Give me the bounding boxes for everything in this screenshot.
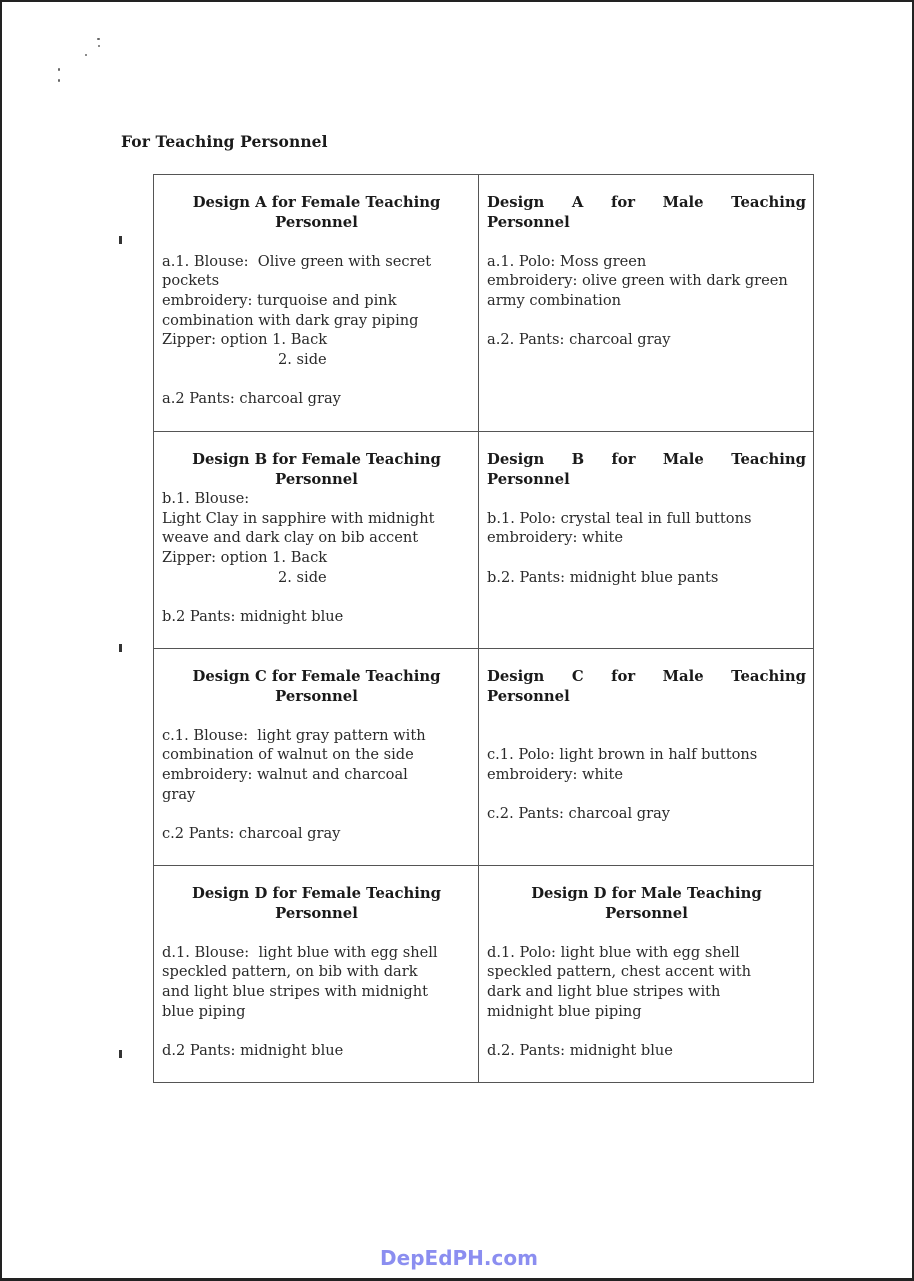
title-line: Personnel [275, 213, 358, 231]
title-word: Design [487, 194, 545, 211]
design-a-female-title [162, 193, 471, 232]
design-d-female-cell [154, 866, 479, 1083]
spec-line: embroidery: olive green with dark green [487, 272, 788, 290]
spec-line: Zipper: option 1. Back [162, 331, 328, 349]
spec-line: dark and light blue stripes with [487, 982, 721, 1000]
design-d-female-title [162, 884, 471, 923]
title-line: Personnel [487, 687, 570, 705]
spec-line: army combination [487, 291, 622, 309]
spec-line: a.1. Polo: Moss green [487, 252, 647, 270]
spec-line: c.1. Blouse: light gray pattern with [162, 726, 426, 744]
section-title: For Teaching Personnel [121, 132, 328, 151]
design-c-female-title [162, 667, 471, 706]
design-b-female-cell [154, 432, 479, 649]
spec-line: and light blue stripes with midnight [162, 982, 429, 1000]
spec-line: b.2. Pants: midnight blue pants [487, 568, 719, 586]
title-word: Teaching [731, 668, 806, 685]
title-word: for [611, 451, 636, 468]
spec-line: speckled pattern, on bib with dark [162, 963, 418, 981]
title-word: C [571, 668, 584, 685]
margin-mark [119, 644, 122, 652]
spec-line: embroidery: white [487, 765, 624, 783]
design-d-male-cell [479, 866, 814, 1083]
title-line: Personnel [487, 470, 570, 488]
spec-line: d.1. Polo: light blue with egg shell [487, 943, 740, 961]
title-line: Personnel [275, 470, 358, 488]
spec-line: a.1. Blouse: Olive green with secret [162, 252, 432, 270]
spec-line: Light Clay in sapphire with midnight [162, 509, 435, 527]
design-c-male-cell [479, 649, 814, 866]
design-a-male-title [487, 193, 806, 232]
design-a-male-cell [479, 175, 814, 432]
table-row-design-a [154, 175, 814, 432]
spec-line: c.2. Pants: charcoal gray [487, 805, 671, 823]
title-word: Teaching [731, 451, 806, 468]
spec-line: embroidery: white [487, 529, 624, 547]
scan-speck [58, 79, 60, 82]
title-line: Design D for Male Teaching [531, 885, 762, 902]
design-a-female-cell [154, 175, 479, 432]
title-line: Personnel [487, 213, 570, 231]
spec-line: c.1. Polo: light brown in half buttons [487, 746, 758, 764]
uniform-designs-table [153, 174, 814, 1083]
scan-speck [85, 54, 87, 56]
design-b-female-title [162, 450, 471, 489]
spec-line: speckled pattern, chest accent with [487, 963, 752, 981]
title-word: Male [662, 451, 704, 468]
title-line: Design B for Female Teaching [192, 451, 441, 468]
design-b-male-title [487, 450, 806, 489]
title-word: A [571, 194, 584, 211]
spec-line: d.2 Pants: midnight blue [162, 1041, 344, 1059]
title-word: for [611, 668, 636, 685]
title-word: for [610, 194, 635, 211]
title-line: Personnel [605, 904, 688, 922]
title-line: Design C for Female Teaching [192, 668, 441, 685]
title-word: Design [487, 451, 545, 468]
title-line: Personnel [275, 904, 358, 922]
margin-mark [119, 236, 122, 244]
spec-line: weave and dark clay on bib accent [162, 529, 419, 547]
title-line: Design D for Female Teaching [192, 885, 441, 902]
title-word: Male [662, 194, 704, 211]
design-c-male-title [487, 667, 806, 706]
spec-line: midnight blue piping [487, 1002, 642, 1020]
spec-line: b.1. Blouse: [162, 490, 250, 508]
title-word: Design [487, 668, 545, 685]
watermark-text: DepEdPH.com [380, 1246, 538, 1270]
spec-line: combination with dark gray piping [162, 311, 419, 329]
spec-line: a.2. Pants: charcoal gray [487, 331, 671, 349]
scan-speck [98, 45, 100, 47]
title-line: Personnel [275, 687, 358, 705]
spec-line: embroidery: turquoise and pink [162, 291, 397, 309]
spec-line: blue piping [162, 1002, 246, 1020]
spec-line: 2. side [162, 350, 327, 368]
spec-line: 2. side [162, 568, 327, 586]
title-word: Teaching [731, 194, 806, 211]
scan-speck [58, 68, 60, 71]
spec-line: b.1. Polo: crystal teal in full buttons [487, 509, 752, 527]
spec-line: combination of walnut on the side [162, 746, 414, 764]
margin-mark [119, 1050, 122, 1058]
design-c-female-cell [154, 649, 479, 866]
spec-line: d.1. Blouse: light blue with egg shell [162, 943, 438, 961]
scan-speck [97, 38, 100, 40]
spec-line: Zipper: option 1. Back [162, 548, 328, 566]
table-row-design-b [154, 432, 814, 649]
design-d-male-title [487, 884, 806, 923]
spec-line: pockets [162, 272, 220, 290]
title-line: Design A for Female Teaching [192, 194, 441, 211]
spec-line: b.2 Pants: midnight blue [162, 607, 344, 625]
spec-line: d.2. Pants: midnight blue [487, 1041, 673, 1059]
table-row-design-d [154, 866, 814, 1083]
title-word: B [571, 451, 585, 468]
spec-line: embroidery: walnut and charcoal [162, 765, 408, 783]
spec-line: c.2 Pants: charcoal gray [162, 824, 341, 842]
table-row-design-c [154, 649, 814, 866]
design-b-male-cell [479, 432, 814, 649]
title-word: Male [662, 668, 704, 685]
spec-line: gray [162, 785, 196, 803]
spec-line: a.2 Pants: charcoal gray [162, 389, 341, 407]
